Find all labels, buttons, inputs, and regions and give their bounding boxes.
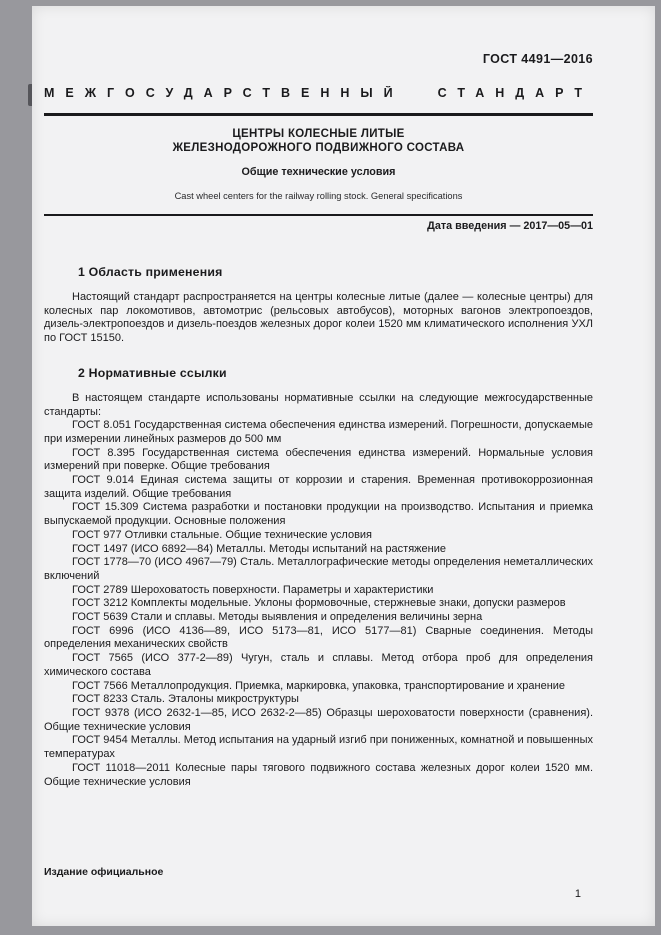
title-divider	[44, 214, 593, 216]
reference-item: ГОСТ 8.051 Государственная система обеспечения единства измерений. Погрешности, допускаемые при измерении линейных размеров до 500 мм	[44, 419, 593, 445]
section-2-heading: 2 Нормативные ссылки	[78, 365, 227, 380]
page-number: 1	[574, 888, 581, 900]
doc-subtitle-english: Cast wheel centers for the railway rolling stock. General specifications	[174, 191, 463, 201]
reference-item: ГОСТ 9454 Металлы. Метод испытания на ударный изгиб при пониженных, комнатной и повышенных температурах	[44, 734, 593, 761]
reference-item: ГОСТ 6996 (ИСО 4136—89, ИСО 5173—81, ИСО 5177—81) Сварные соединения. Методы определения механических свойств	[44, 624, 593, 651]
edition-note: Издание официальное	[44, 866, 164, 878]
reference-item: ГОСТ 9378 (ИСО 2632-1—85, ИСО 2632-2—85) Образцы шероховатости поверхности (сравнения). Общие технические условия	[44, 706, 593, 733]
reference-item: ГОСТ 11018—2011 Колесные пары тягового подвижного состава железных дорог колеи 1520 мм. Общие технические условия	[44, 761, 593, 788]
reference-item: ГОСТ 8233 Сталь. Эталоны микроструктуры	[72, 693, 299, 706]
introduction-date: Дата введения — 2017—05—01	[427, 220, 593, 232]
reference-item: ГОСТ 15.309 Система разработки и постановки продукции на производство. Испытания и приемка выпускаемой продукции. Основные положения	[44, 501, 593, 528]
reference-item: ГОСТ 3212 Комплекты модельные. Уклоны формовочные, стержневые знаки, допуски размеров	[72, 597, 566, 610]
reference-item: ГОСТ 7565 (ИСО 377-2—89) Чугун, сталь и сплавы. Метод отбора проб для определения химического состава	[44, 652, 593, 678]
references-list	[44, 419, 593, 789]
reference-item: ГОСТ 977 Отливки стальные. Общие технические условия	[72, 528, 373, 541]
reference-item: ГОСТ 5639 Стали и сплавы. Методы выявления и определения величины зерна	[72, 611, 483, 624]
header-divider	[44, 113, 593, 116]
reference-item: ГОСТ 1497 (ИСО 6892—84) Металлы. Методы испытаний на растяжение	[72, 542, 446, 555]
reference-item: ГОСТ 7566 Металлопродукция. Приемка, маркировка, упаковка, транспортирование и хранение	[72, 679, 566, 692]
doc-title-line1: ЦЕНТРЫ КОЛЕСНЫЕ ЛИТЫЕ	[232, 128, 405, 140]
standard-type-heading: МЕЖГОСУДАРСТВЕННЫЙ СТАНДАРТ	[44, 86, 593, 100]
section-1-heading: 1 Область применения	[78, 265, 223, 279]
doc-title-line2: ЖЕЛЕЗНОДОРОЖНОГО ПОДВИЖНОГО СОСТАВА	[172, 142, 465, 154]
doc-subtitle: Общие технические условия	[241, 166, 396, 178]
section-1-paragraph: Настоящий стандарт распространяется на центры колесные литые (далее — колесные центры) для колесных пар локомотивов, автомотрис (рельсовых автобусов), моторных вагонов электропоездов, дизель-электропоездов и дизель-поездов железных дорог колеи 1520 мм климатического исполнения УХЛ по ГОСТ 15150.	[44, 291, 593, 345]
page-content	[32, 52, 655, 900]
reference-item: ГОСТ 9.014 Единая система защиты от коррозии и старения. Временная противокоррозионная защита изделий. Общие требования	[44, 474, 593, 500]
document-page	[32, 6, 655, 926]
section-2-intro: В настоящем стандарте использованы нормативные ссылки на следующие межгосударственные стандарты:	[44, 391, 593, 418]
reference-item: ГОСТ 2789 Шероховатость поверхности. Параметры и характеристики	[72, 583, 434, 596]
doc-number: ГОСТ 4491—2016	[482, 52, 593, 66]
reference-item: ГОСТ 8.395 Государственная система обеспечения единства измерений. Нормальные условия измерений при поверке. Общие требования	[44, 446, 593, 473]
reference-item: ГОСТ 1778—70 (ИСО 4967—79) Сталь. Металлографические методы определения неметаллических включений	[44, 556, 593, 582]
